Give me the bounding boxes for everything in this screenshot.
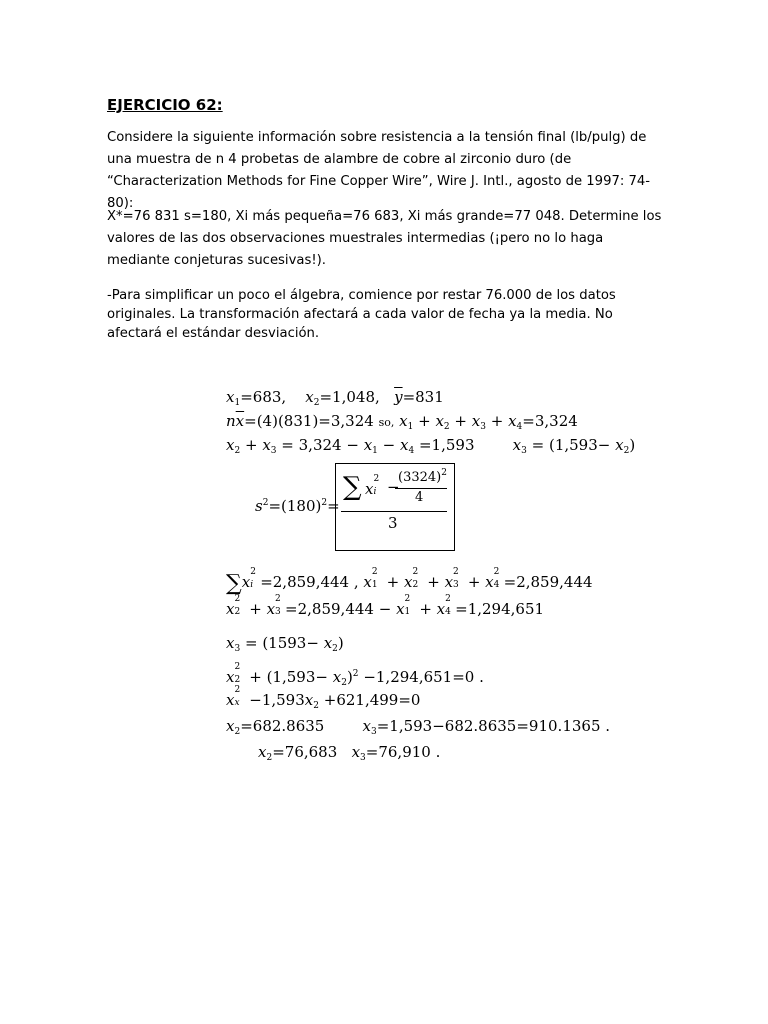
math-line-10: $x_2=682.8635$ $x_3=1,593-682.8635=910.1365$ .	[226, 717, 611, 737]
math-line-6: x 2 2 + x 2 3 =2,859,444 − x 2 1 + x 2 4 =1,294,651	[226, 594, 545, 618]
math-line-2: $n\overline{x}=(4)(831)=3,324$ so, $x_1 + x_2 + x_3 + x_4=3,324$	[226, 412, 578, 432]
variance-formula: $s^2=(180)^2=$ ∑ x 2 i − $(3324)^2$ 4 3	[255, 463, 455, 551]
problem-statement: Considere la siguiente información sobre resistencia a la tensión final (lb/pulg) de una muestra de n 4 probetas de alambre de cobre al zirconio duro (de “Characterization Methods for Fine Copper Wire”, Wire J. Intl., agosto de 1997: 74-80):	[107, 130, 651, 211]
exercise-title: EJERCICIO 62:	[107, 96, 223, 114]
math-line-9: x 2 x $-1,593x_2 +621,499=0$	[226, 685, 421, 711]
math-line-1: $x_1=683$, $x_2=1,048$, $\overline{y}=831$	[226, 388, 444, 408]
math-line-5: ∑x 2 i =2,859,444 , x 2 1 + x 2 2 + x 2 3 + x 2 4 =2,859,444	[226, 567, 593, 596]
math-line-3: $x_2 + x_3 = 3,324 - x_1 - x_4 =1,593$ $x_3 = (1,593- x_2)$	[226, 436, 636, 456]
math-line-11: $x_2=76,683$ $x_3=76,910$ .	[258, 743, 441, 763]
given-values: X*=76 831 s=180, Xi más pequeña=76 683, Xi más grande=77 048. Determine los valores de las dos observaciones muestrales intermedias (¡pero no lo haga mediante conjeturas sucesivas!).	[107, 209, 662, 268]
solution-hint: -Para simplificar un poco el álgebra, comience por restar 76.000 de los datos originales. La transformación afectará a cada valor de fecha ya la media. No afectará el estándar desviación.	[107, 288, 616, 341]
math-line-7: $x_3 = (1593- x_2)$	[226, 634, 344, 654]
math-line-8: x 2 2 + $(1,593- x_2)^2 -1,294,651=0$ .	[226, 662, 484, 688]
